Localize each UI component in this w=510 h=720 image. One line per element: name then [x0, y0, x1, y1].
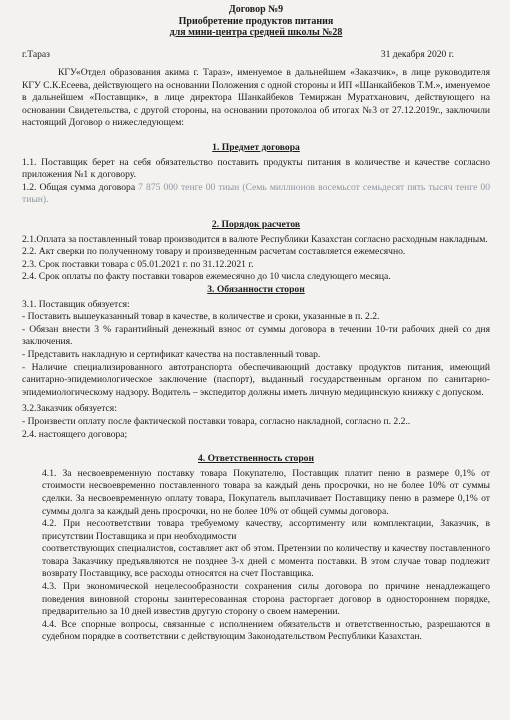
place-date-row — [22, 49, 490, 62]
clause-2-4: 2.4. Срок оплаты по факту поставки товаров ежемесячно до 10 числа следующего месяца. — [22, 271, 391, 283]
clause-4-3: 4.3. При экономической нецелесообразности сохранения силы договора по причине ненадлежащего поведения виновной стороны заинтересованная сторона расторгает договор в одностороннем порядке, предварительно за 10 дней известив другую сторону о своем намерении. — [42, 581, 490, 618]
clause-4-1: 4.1. За несвоевременную поставку товара Покупателю, Поставщик платит пеню в размере 0,1% от стоимости несвоевременно поставленного товара за каждый день просрочки, но не более 10% от суммы сделки. За несвоевременную оплату товара, Покупатель выплачивает Поставщику пеню в размере 0,1% от суммы долга за каждый день просрочки, но не более 10% от общей суммы договора. — [42, 467, 490, 517]
contract-subject: Приобретение продуктов питания — [178, 15, 334, 27]
clause-3-1: 3.1. Поставщик обязуется: — [22, 298, 130, 310]
clause-2-3: 2.3. Срок поставки товара с 05.01.2021 г. по 31.12.2021 г. — [22, 258, 254, 270]
contract-amount: 7 875 000 тенге 00 тиын (Семь миллионов восемьсот семьдесят пять тысяч тенге 00 тиын). — [22, 181, 490, 206]
clause-1-1: 1.1. Поставщик берет на себя обязательство поставить продукты питания в количестве и качестве согласно приложения №1 к договору. — [22, 156, 490, 181]
clause-1-2 — [22, 182, 490, 207]
contract-date: 31 декабря 2020 г. — [380, 48, 454, 60]
contract-place: г.Тараз — [22, 48, 50, 60]
clause-3-1-d: - Наличие специализированного автотранспорта обеспечивающий доставку продуктов питания, имеющий санитарно-эпидемиологическое заключение (паспорт), выданный государственным органом по санитарно-эпидемиологическому надзору. Водитель – экспедитор должны иметь личную медицинскую книжку с допуском. — [22, 361, 490, 398]
clause-2-1: 2.1.Оплата за поставленный товар производится в валюте Республики Казахстан согласно расходным накладным. — [22, 233, 488, 245]
contract-recipient: для мини-центра средней школы №28 — [169, 27, 343, 38]
section-4-title: 4. Ответственность сторон — [197, 453, 315, 465]
clause-2-2: 2.2. Акт сверки по полученному товару и произведенным расчетам составляется ежемесячно. — [22, 246, 406, 258]
section-1-title: 1. Предмет договора — [212, 142, 300, 154]
clause-3-2: 3.2.Заказчик обязуется: — [22, 403, 117, 415]
preamble: КГУ«Отдел образования акима г. Тараз», именуемое в дальнейшем «Заказчик», в лице руководителя КГУ С.К.Есеева, действующего на основании Положения с одной стороны и ИП «Шанкайбеков Т.М.», именуемое в дальнейшем «Поставщик», в лице директора Шанкайбеков Темиржан Муратханович, действующего на основании Свидетельства, с другой стороны, на основании протоколоа об итогах №3 от 27.12.2019г., заключили настоящий Договор о нижеследующем: — [22, 67, 490, 129]
clause-3-2-b: 2.4. настоящего договора; — [22, 428, 128, 440]
clause-3-1-b: - Обязан внести 3 % гарантийный денежный взнос от суммы договора в течении 10-ти рабочих дней со дня заключения. — [22, 323, 490, 348]
clause-4-2-part1: 4.2. При несоответствии товара требуемому качеству, ассортименту или комплектации, Заказчик, в присутствии Поставщика и при необходимости — [42, 518, 490, 542]
clause-4-2-part2: соответствующих специалистов, составляет акт об этом. Претензии по количеству и качеству поставленного товара Заказчику предъявляются не позднее 3-х дней с момента поставки. В этом случае товар подлежит возврату Поставщику, все расходы относятся на счет Поставщика. — [42, 543, 490, 580]
clause-3-1-a: - Поставить вышеуказанный товар в качестве, в количестве и сроки, указанные в п. 2.2. — [22, 311, 380, 323]
section-3-title: 3. Обязанности сторон — [207, 284, 305, 295]
clause-3-1-c: - Представить накладную и сертификат качества на поставленный товар. — [22, 348, 321, 360]
contract-number: Договор №9 — [228, 4, 284, 15]
clause-4-4: 4.4. Все спорные вопросы, связанные с исполнением обязательств и ответственностью, разрешаются в судебном порядке в соответствии с действующим Законодательством Республики Казахстан. — [42, 618, 490, 643]
section-2-title: 2. Порядок расчетов — [211, 219, 301, 231]
clause-1-2-prefix: 1.2. Общая сумма договора — [22, 181, 136, 193]
clause-3-2-a: - Произвести оплату после фактической поставки товара, согласно накладной, согласно п. 2.2.. — [22, 415, 411, 427]
